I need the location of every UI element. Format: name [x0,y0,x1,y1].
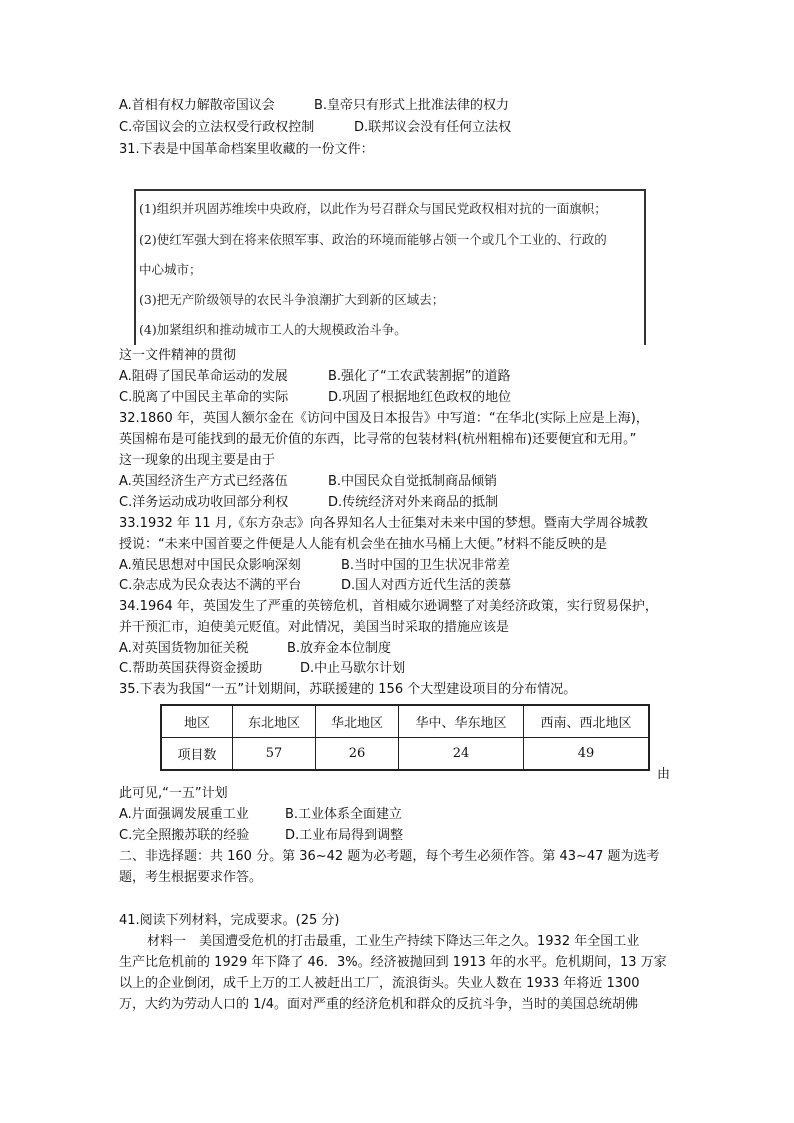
table-cell: 57 [233,738,316,771]
q35-option-b: B.工业体系全面建立 [285,807,403,822]
q31-doc-line-4: (3)把无产阶级领导的农民斗争浪潮扩大到新的区域去； [139,292,445,307]
q33-option-b: B.当时中国的卫生状况非常差 [341,558,511,573]
q35-stem: 35.下表为我国“一五”计划期间，苏联援建的 156 个大型建设项目的分布情况。 [119,682,577,697]
q34-option-a: A.对英国货物加征关税 [119,641,249,656]
q32-option-d: D.传统经济对外来商品的抵制 [328,495,499,510]
q30-option-b: B.皇帝只有形式上批准法律的权力 [314,98,510,113]
table-cell: 24 [399,738,524,771]
q35-option-a: A.片面强调发展重工业 [119,807,249,822]
q33-option-row-1 [119,556,511,576]
q30-option-a: A.首相有权力解散帝国议会 [119,98,275,113]
q31-option-b: B.强化了“工农武装割据”的道路 [328,369,511,384]
q30-option-c: C.帝国议会的立法权受行政权控制 [119,120,315,135]
q35-distribution-table [160,704,650,771]
q31-doc-line-1: (1)组织并巩固苏维埃中央政府，以此作为号召群众与国民党政权相对抗的一面旗帜； [139,201,607,216]
q31-doc-line-3: 中心城市； [139,262,202,277]
q31-document-image [134,189,646,345]
q34-option-d: D.中止马歇尔计划 [300,661,406,676]
q31-doc-line-2: (2)使红军强大到在将来依照军事、政治的环境而能够占领一个或几个工业的、行政的 [139,232,607,247]
q32-option-c: C.洋务运动成功收回部分利权 [119,495,289,510]
table-cell: 华北地区 [316,705,399,738]
table-cell: 地区 [161,705,233,738]
q30-option-row-1 [119,96,510,116]
q31-option-row-2 [119,388,512,408]
q31-option-c: C.脱离了中国民主革命的实际 [119,390,289,405]
q34-line-1: 34.1964 年，英国发生了严重的英镑危机，首相威尔逊调整了对美经济政策，实行贸易保护， [119,599,658,614]
q33-line-1: 33.1932 年 11 月,《东方杂志》向各界知名人士征集对未来中国的梦想。暨南大学周谷城教 [119,516,648,531]
q31-stem: 31.下表是中国革命档案里收藏的一份文件： [119,142,374,157]
q35-option-c: C.完全照搬苏联的经验 [119,828,250,843]
q33-option-row-2 [119,576,512,596]
q35-option-d: D.工业布局得到调整 [285,828,404,843]
table-header-row [161,705,649,738]
q41-stem: 41.阅读下列材料，完成要求。(25 分) [119,913,340,928]
q34-option-row-2 [119,659,406,679]
q32-option-a: A.英国经济生产方式已经落伍 [119,474,288,489]
table-cell: 东北地区 [233,705,316,738]
q32-option-b: B.中国民众自觉抵制商品倾销 [328,474,498,489]
q34-option-row-1 [119,639,392,659]
q31-follow: 这一文件精神的贯彻 [119,348,237,363]
q33-option-a: A.殖民思想对中国民众影响深刻 [119,558,301,573]
q41-material-line-4: 万，大约为劳动人口的 1/4。面对严重的经济危机和群众的反抗斗争，当时的美国总统胡佛 [119,997,639,1012]
q31-option-d: D.巩固了根据地红色政权的地位 [328,390,512,405]
q33-line-2: 授说：“未来中国首要之件便是人人能有机会坐在抽水马桶上大便。”材料不能反映的是 [119,537,607,552]
q34-option-b: B.放弃金本位制度 [287,641,392,656]
q35-option-row-2 [119,826,404,846]
q41-material-line-1: 材料一 美国遭受危机的打击最重，工业生产持续下降达三年之久。1932 年全国工业 [147,934,640,949]
part2-instruction-line-1: 二、非选择题：共 160 分。第 36~42 题为必考题，每个考生必须作答。第 43~47 题为选考 [119,849,660,864]
q31-option-a: A.阻碍了国民革命运动的发展 [119,369,288,384]
table-cell: 华中、华东地区 [399,705,524,738]
q41-material-line-3: 以上的企业倒闭，成千上万的工人被赶出工厂，流浪街头。失业人数在 1933 年将近 1300 [119,976,640,991]
q35-option-row-1 [119,805,403,825]
table-cell: 项目数 [161,738,233,771]
q34-line-2: 并干预汇市，迫使美元贬值。对此情况，美国当时采取的措施应该是 [119,620,510,635]
q33-option-d: D.国人对西方近代生活的羡慕 [341,578,512,593]
q32-line-3: 这一现象的出现主要是由于 [119,453,276,468]
q31-option-row-1 [119,367,511,387]
q32-option-row-2 [119,493,499,513]
part2-instruction-line-2: 题，考生根据要求作答。 [119,870,263,885]
q35-trailing-char: 由 [657,767,671,782]
q41-material-line-2: 生产比危机前的 1929 年下降了 46．3%。经济被抛回到 1913 年的水平。危机期间，13 万家 [119,955,667,970]
q31-doc-line-5: (4)加紧组织和推动城市工人的大规模政治斗争。 [139,322,407,337]
q30-option-row-2 [119,118,512,138]
table-row [161,738,649,771]
q32-line-2: 英国棉布是可能找到的最无价值的东西，比寻常的包装材料(杭州粗棉布)还要便宜和无用。” [119,432,637,447]
q35-follow: 此可见,“一五”计划 [119,786,228,801]
q32-line-1: 32.1860 年，英国人额尔金在《访问中国及日本报告》中写道：“在华北(实际上应是上海)， [119,411,649,426]
q34-option-c: C.帮助英国获得资金援助 [119,661,263,676]
table-cell: 49 [524,738,650,771]
q30-option-d: D.联邦议会没有任何立法权 [354,120,512,135]
q33-option-c: C.杂志成为民众表达不满的平台 [119,578,302,593]
table-cell: 西南、西北地区 [524,705,650,738]
table-cell: 26 [316,738,399,771]
q32-option-row-1 [119,472,498,492]
